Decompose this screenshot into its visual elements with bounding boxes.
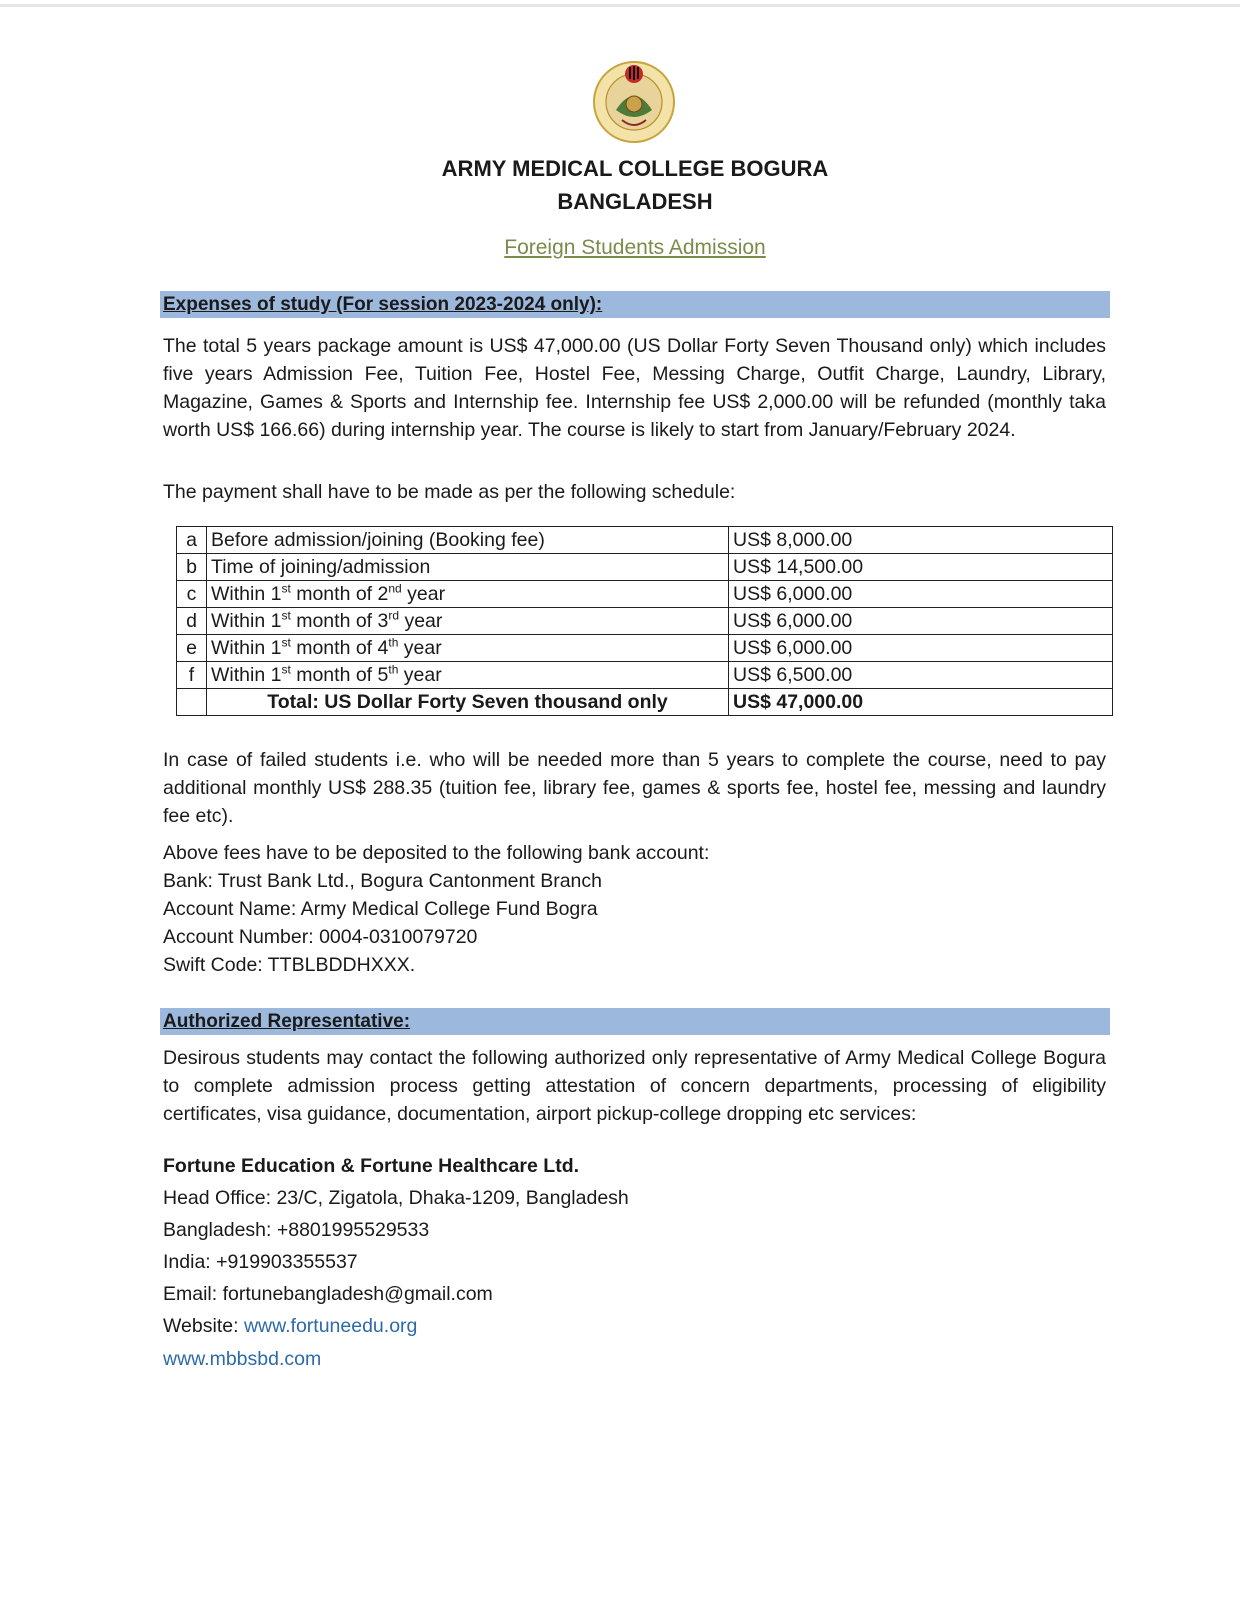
bank-name: Bank: Trust Bank Ltd., Bogura Cantonment Branch xyxy=(163,870,602,892)
phone-bangladesh: Bangladesh: +8801995529533 xyxy=(163,1219,430,1241)
row-amount: US$ 6,000.00 xyxy=(729,581,1113,608)
total-label: Total: US Dollar Forty Seven thousand only xyxy=(207,689,729,716)
top-border-line xyxy=(0,4,1240,7)
expenses-heading-band xyxy=(160,291,1110,318)
account-name: Account Name: Army Medical College Fund Bogra xyxy=(163,898,598,920)
expenses-heading: Expenses of study (For session 2023-2024 only): xyxy=(163,294,603,315)
row-key: f xyxy=(177,662,207,689)
failed-students-note: In case of failed students i.e. who will be needed more than 5 years to complete the course, need to pay additional monthly US$ 288.35 (tuition fee, library fee, games & sports fee, hostel fee, messing and laundry fee etc). xyxy=(163,749,1106,827)
phone-india: India: +919903355537 xyxy=(163,1251,358,1273)
payment-schedule-table xyxy=(176,526,1113,716)
table-row xyxy=(177,527,1113,554)
head-office: Head Office: 23/C, Zigatola, Dhaka-1209, Bangladesh xyxy=(163,1187,629,1209)
bank-intro: Above fees have to be deposited to the following bank account: xyxy=(163,842,710,864)
schedule-intro: The payment shall have to be made as per the following schedule: xyxy=(163,481,736,503)
row-description: Within 1st month of 4th year xyxy=(207,635,729,662)
representative-paragraph: Desirous students may contact the following authorized only representative of Army Medical College Bogura to complete admission process getting attestation of concern departments, processing of eligibility certificates, visa guidance, documentation, airport pickup-college dropping etc services: xyxy=(163,1047,1106,1125)
row-key-empty xyxy=(177,689,207,716)
row-amount: US$ 6,500.00 xyxy=(729,662,1113,689)
representative-heading: Authorized Representative: xyxy=(163,1011,411,1032)
row-description: Within 1st month of 3rd year xyxy=(207,608,729,635)
row-description: Before admission/joining (Booking fee) xyxy=(207,527,729,554)
website-label: Website: xyxy=(163,1315,244,1337)
table-row xyxy=(177,662,1113,689)
row-key: a xyxy=(177,527,207,554)
row-key: e xyxy=(177,635,207,662)
row-amount: US$ 14,500.00 xyxy=(729,554,1113,581)
table-row xyxy=(177,554,1113,581)
row-description: Within 1st month of 5th year xyxy=(207,662,729,689)
row-key: b xyxy=(177,554,207,581)
website-link-fortuneedu[interactable]: www.fortuneedu.org xyxy=(243,1315,418,1337)
email-line: Email: fortunebangladesh@gmail.com xyxy=(163,1283,493,1305)
total-amount: US$ 47,000.00 xyxy=(729,689,1113,716)
expenses-paragraph: The total 5 years package amount is US$ 47,000.00 (US Dollar Forty Seven Thousand only) which includes five years Admission Fee, Tuition Fee, Hostel Fee, Messing Charge, Outfit Charge, Laundry, Library, Magazine, Games & Sports and Internship fee. Internship fee US$ 2,000.00 will be refunded (monthly taka worth US$ 166.66) during internship year. The course is likely to start from January/February 2024. xyxy=(163,335,1106,441)
row-description: Within 1st month of 2nd year xyxy=(207,581,729,608)
table-total-row xyxy=(177,689,1113,716)
table-row xyxy=(177,635,1113,662)
row-amount: US$ 8,000.00 xyxy=(729,527,1113,554)
table-row xyxy=(177,608,1113,635)
representative-heading-band xyxy=(160,1008,1110,1035)
company-name: Fortune Education & Fortune Healthcare Ltd. xyxy=(163,1155,580,1177)
college-seal-logo xyxy=(592,60,676,144)
account-number: Account Number: 0004-0310079720 xyxy=(163,926,478,948)
website-link-mbbsbd[interactable]: www.mbbsbd.com xyxy=(163,1348,322,1370)
country-title: BANGLADESH xyxy=(557,189,713,214)
college-title: ARMY MEDICAL COLLEGE BOGURA xyxy=(441,156,829,181)
swift-code: Swift Code: TTBLBDDHXXX. xyxy=(163,954,416,976)
row-description: Time of joining/admission xyxy=(207,554,729,581)
table-row xyxy=(177,581,1113,608)
page-subtitle: Foreign Students Admission xyxy=(504,236,766,259)
row-amount: US$ 6,000.00 xyxy=(729,608,1113,635)
row-key: d xyxy=(177,608,207,635)
row-amount: US$ 6,000.00 xyxy=(729,635,1113,662)
website-line xyxy=(163,1315,417,1338)
row-key: c xyxy=(177,581,207,608)
